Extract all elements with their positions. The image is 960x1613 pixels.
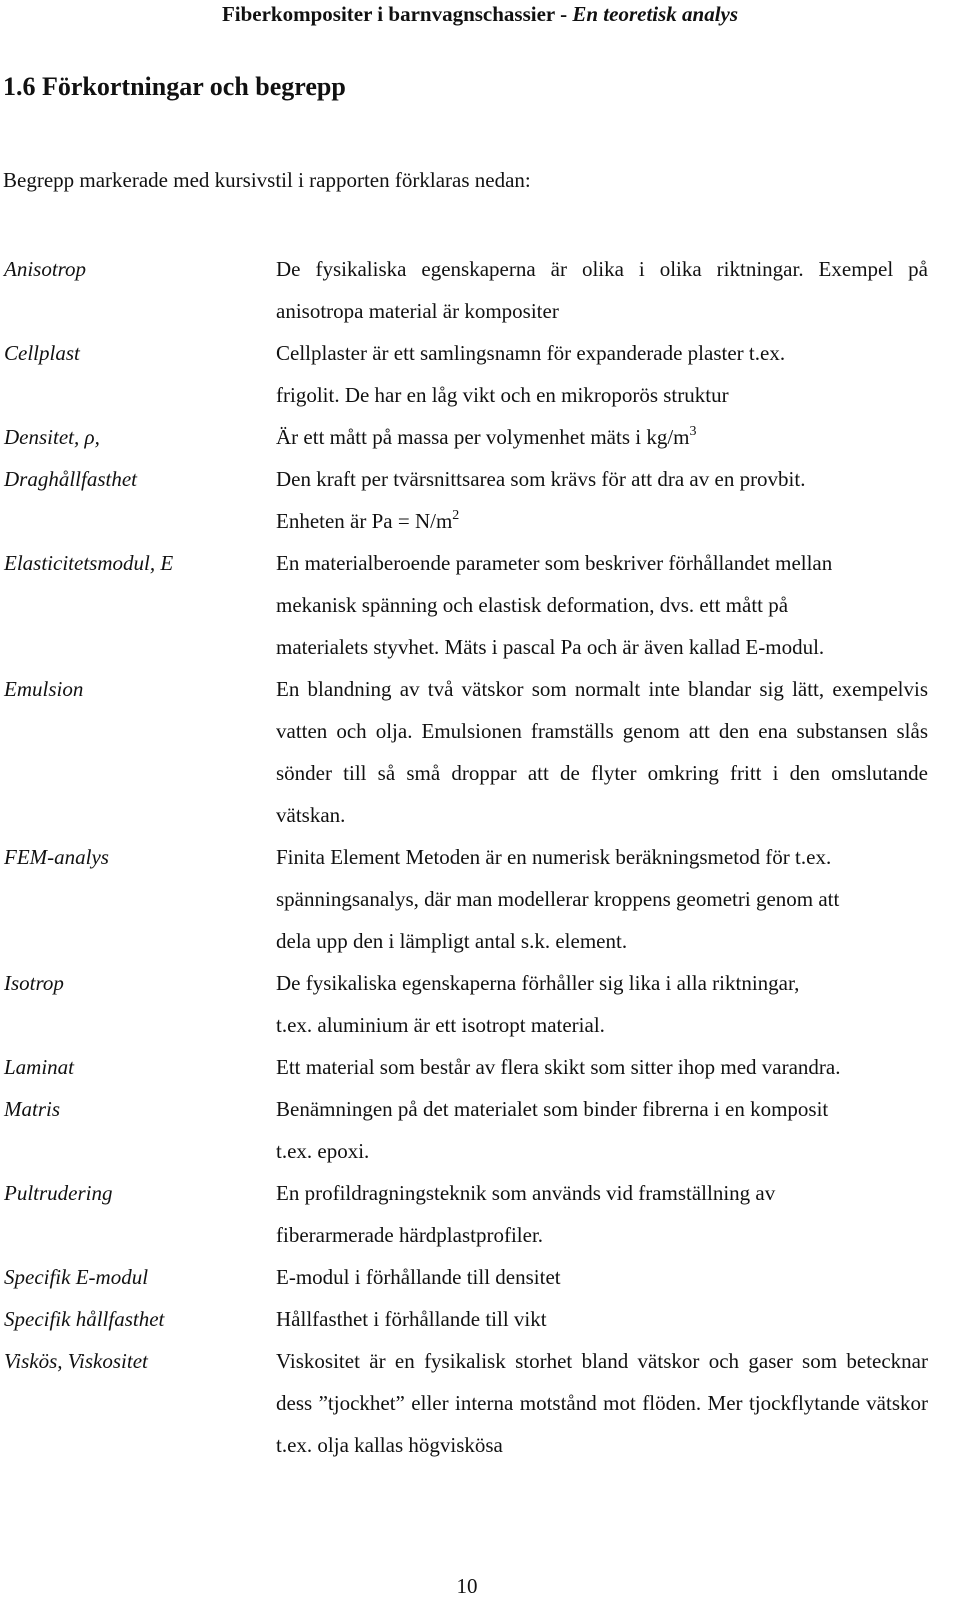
glossary-definition: En blandning av två vätskor som normalt inte blandar sig lätt, exempelvis vatten och olja. Emulsionen framställs genom att den ena substansen slås sönder till så små droppar att de flyter omkring fritt i den omslutande vätskan. [276, 677, 928, 827]
definition-line: Benämningen på det materialet som binder fibrerna i en komposit [276, 1097, 829, 1121]
glossary-definition [276, 962, 928, 1046]
glossary-entry-fem-analys [0, 836, 960, 962]
definition-line: fiberarmerade härdplastprofiler. [276, 1223, 544, 1247]
definition-line: De fysikaliska egenskaperna förhåller sig lika i alla riktningar, [276, 971, 800, 995]
section-title: 1.6 Förkortningar och begrepp [3, 72, 346, 101]
glossary-entry-viskositet [0, 1340, 960, 1466]
glossary-term: Emulsion [4, 677, 84, 701]
definition-text: Är ett mått på massa per volymenhet mäts i kg/m [276, 425, 690, 449]
glossary-term: Laminat [4, 1055, 75, 1079]
glossary-definition [276, 1088, 928, 1172]
glossary-term: Matris [4, 1097, 61, 1121]
definition-line: Cellplaster är ett samlingsnamn för expanderade plaster t.ex. [276, 341, 786, 365]
section-intro: Begrepp markerade med kursivstil i rapporten förklaras nedan: [3, 168, 531, 192]
definition-line: Den kraft per tvärsnittsarea som krävs för att dra av en provbit. [276, 467, 806, 491]
glossary-term: Specifik hållfasthet [4, 1307, 165, 1331]
definition-line [276, 500, 928, 542]
glossary-entry-emulsion [0, 668, 960, 836]
definition-line: t.ex. aluminium är ett isotropt material. [276, 1013, 605, 1037]
unit-exponent: 3 [689, 424, 697, 439]
glossary-entry-specifik-hallfasthet [0, 1298, 960, 1340]
definition-line: dela upp den i lämpligt antal s.k. element. [276, 929, 628, 953]
glossary-definition [276, 1172, 928, 1256]
glossary-entry-cellplast [0, 332, 960, 416]
glossary-term: FEM-analys [4, 845, 109, 869]
glossary-entry-pultrudering [0, 1172, 960, 1256]
page-number: 10 [456, 1574, 478, 1598]
definition-line: En profildragningsteknik som används vid framställning av [276, 1181, 776, 1205]
glossary-list [0, 248, 960, 1466]
glossary-definition: Hållfasthet i förhållande till vikt [276, 1307, 547, 1331]
glossary-term: Viskös, Viskositet [4, 1349, 148, 1373]
glossary-entry-matris [0, 1088, 960, 1172]
glossary-definition: E-modul i förhållande till densitet [276, 1265, 561, 1289]
glossary-entry-elasticitetsmodul [0, 542, 960, 668]
glossary-definition: Viskositet är en fysikalisk storhet bland vätskor och gaser som betecknar dess ”tjockhet” eller interna motstånd mot flöden. Mer tjockflytande vätskor t.ex. olja kallas högviskösa [276, 1349, 928, 1457]
definition-line: En materialberoende parameter som beskriver förhållandet mellan [276, 551, 833, 575]
glossary-definition [276, 836, 928, 962]
glossary-definition: De fysikaliska egenskaperna är olika i olika riktningar. Exempel på anisotropa material är kompositer [276, 257, 928, 323]
glossary-entry-anisotrop [0, 248, 960, 332]
unit-exponent: 2 [452, 508, 460, 523]
definition-line: frigolit. De har en låg vikt och en mikroporös struktur [276, 383, 729, 407]
glossary-definition [276, 416, 928, 458]
glossary-entry-laminat [0, 1046, 960, 1088]
glossary-entry-specifik-e-modul [0, 1256, 960, 1298]
definition-line: mekanisk spänning och elastisk deformation, dvs. ett mått på [276, 593, 789, 617]
definition-line: Finita Element Metoden är en numerisk beräkningsmetod för t.ex. [276, 845, 832, 869]
definition-line: t.ex. epoxi. [276, 1139, 370, 1163]
glossary-term: Cellplast [4, 341, 80, 365]
glossary-definition [276, 332, 928, 416]
glossary-term: Elasticitetsmodul, E [4, 551, 174, 575]
glossary-definition: Ett material som består av flera skikt som sitter ihop med varandra. [276, 1055, 841, 1079]
header-subtitle: En teoretisk analys [572, 2, 739, 26]
running-header [0, 0, 960, 28]
glossary-term: Pultrudering [4, 1181, 113, 1205]
glossary-term: Draghållfasthet [4, 467, 138, 491]
glossary-entry-isotrop [0, 962, 960, 1046]
glossary-entry-draghallfasthet [0, 458, 960, 542]
glossary-definition [276, 542, 928, 668]
glossary-term: Specifik E-modul [4, 1265, 149, 1289]
glossary-term: Densitet, ρ, [4, 425, 100, 449]
definition-text: Enheten är Pa = N/m [276, 509, 453, 533]
header-title: Fiberkompositer i barnvagnschassier - [221, 2, 573, 26]
glossary-definition [276, 458, 928, 542]
glossary-entry-densitet [0, 416, 960, 458]
definition-line: materialets styvhet. Mäts i pascal Pa och är även kallad E-modul. [276, 635, 825, 659]
definition-line: spänningsanalys, där man modellerar kroppens geometri genom att [276, 887, 840, 911]
glossary-term: Isotrop [4, 971, 64, 995]
glossary-term: Anisotrop [4, 257, 87, 281]
